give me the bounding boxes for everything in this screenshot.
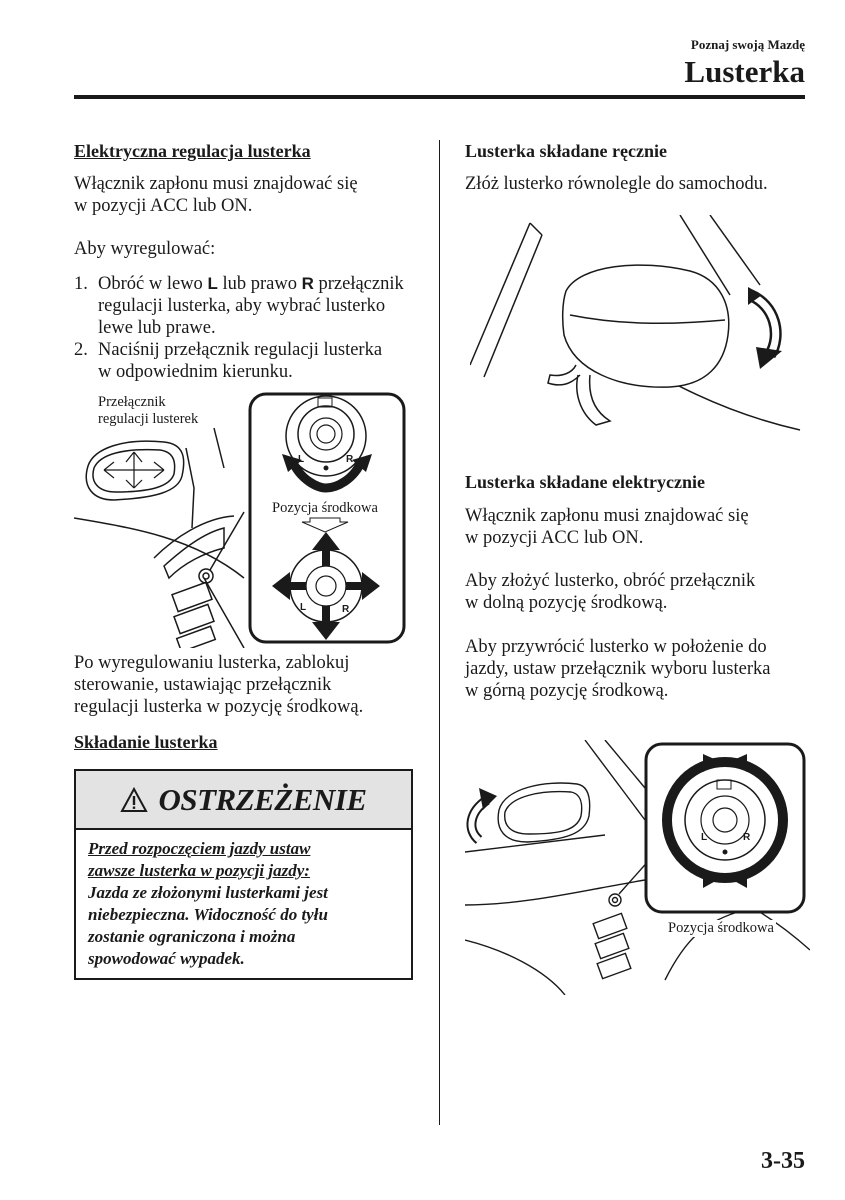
knob-label-L: L	[701, 832, 708, 843]
paragraph-ignition-right	[465, 505, 749, 549]
warning-line: zostanie ograniczona i można	[88, 927, 296, 946]
heading-electric-adjust: Elektryczna regulacja lusterka	[74, 141, 311, 161]
text-run: Naciśnij przełącznik regulacji lusterka	[98, 340, 383, 360]
caption-line: regulacji lusterek	[98, 411, 199, 427]
text-line: Po wyregulowaniu lusterka, zablokuj	[74, 653, 350, 673]
paragraph-to-adjust: Aby wyregulować:	[74, 239, 216, 259]
warning-body	[76, 830, 411, 970]
text-run: lub prawo	[222, 274, 297, 294]
text-line: Włącznik zapłonu musi znajdować się	[465, 506, 749, 526]
section-label: Poznaj swoją Mazdę	[690, 37, 805, 52]
paragraph-ignition	[74, 173, 358, 217]
text-line: jazdy, ustaw przełącznik wyboru lusterka	[465, 659, 771, 679]
column-divider	[439, 140, 440, 1125]
header-rule	[74, 95, 805, 99]
text-line: Aby złożyć lusterko, obróć przełącznik	[465, 571, 756, 591]
text-run: Obróć w lewo	[98, 274, 203, 294]
knob-label-R: R	[342, 604, 350, 615]
step-number: 2.	[74, 340, 88, 360]
heading-folding: Składanie lusterka	[74, 732, 218, 752]
knob-label-L: L	[298, 454, 305, 465]
step-number: 1.	[74, 274, 88, 294]
text-line: Aby przywrócić lusterko w położenie do	[465, 637, 767, 657]
mirror-switch-illustration	[74, 388, 414, 648]
step-text	[98, 339, 382, 383]
warning-title: OSTRZEŻENIE	[158, 781, 367, 817]
knob-label-R: R	[743, 832, 751, 843]
warning-line: niebezpieczna. Widoczność do tyłu	[88, 905, 328, 924]
text-line: w pozycji ACC lub ON.	[74, 196, 253, 216]
warning-box	[74, 769, 413, 980]
text-line: w górną pozycję środkową.	[465, 681, 669, 701]
heading-electric-folding: Lusterka składane elektrycznie	[465, 472, 705, 492]
paragraph-fold-parallel: Złóż lusterko równolegle do samochodu.	[465, 174, 768, 194]
caption-line: Przełącznik	[98, 394, 166, 410]
manual-fold-illustration	[470, 215, 810, 455]
warning-triangle-icon	[120, 787, 148, 813]
center-position-label: Pozycja środkowa	[272, 500, 378, 516]
text-run: w odpowiednim kierunku.	[98, 362, 293, 382]
knob-label-L: L	[300, 602, 307, 613]
page-number: 3-35	[761, 1148, 805, 1174]
list-item	[74, 339, 419, 383]
warning-line: zawsze lusterka w pozycji jazdy:	[88, 861, 310, 880]
warning-line: Jazda ze złożonymi lusterkami jest	[88, 883, 328, 902]
warning-header	[76, 771, 411, 830]
step-text	[98, 273, 404, 339]
paragraph-restore-instruction	[465, 636, 770, 702]
heading-manual-folding: Lusterka składane ręcznie	[465, 141, 667, 161]
paragraph-lock-control	[74, 652, 363, 718]
text-run: lewe lub prawe.	[98, 318, 216, 338]
knob-label-R: R	[346, 454, 354, 465]
text-line: regulacji lusterka w pozycję środkową.	[74, 697, 364, 717]
fig3-center-label: Pozycja środkowa	[668, 920, 774, 936]
text-run: przełącznik	[318, 274, 404, 294]
warning-line: Przed rozpoczęciem jazdy ustaw	[88, 839, 311, 858]
page-title: Lusterka	[684, 54, 805, 89]
paragraph-fold-instruction	[465, 570, 755, 614]
text-line: w pozycji ACC lub ON.	[465, 528, 644, 548]
list-item	[74, 273, 419, 339]
text-line: Włącznik zapłonu musi znajdować się	[74, 174, 358, 194]
adjust-steps-list	[74, 273, 419, 383]
symbol-L: L	[207, 274, 218, 293]
symbol-R: R	[301, 274, 314, 293]
text-line: sterowanie, ustawiając przełącznik	[74, 675, 332, 695]
electric-fold-illustration	[465, 740, 810, 995]
warning-line: spowodować wypadek.	[88, 949, 245, 968]
text-run: regulacji lusterka, aby wybrać lusterko	[98, 296, 386, 316]
text-line: w dolną pozycję środkową.	[465, 593, 668, 613]
